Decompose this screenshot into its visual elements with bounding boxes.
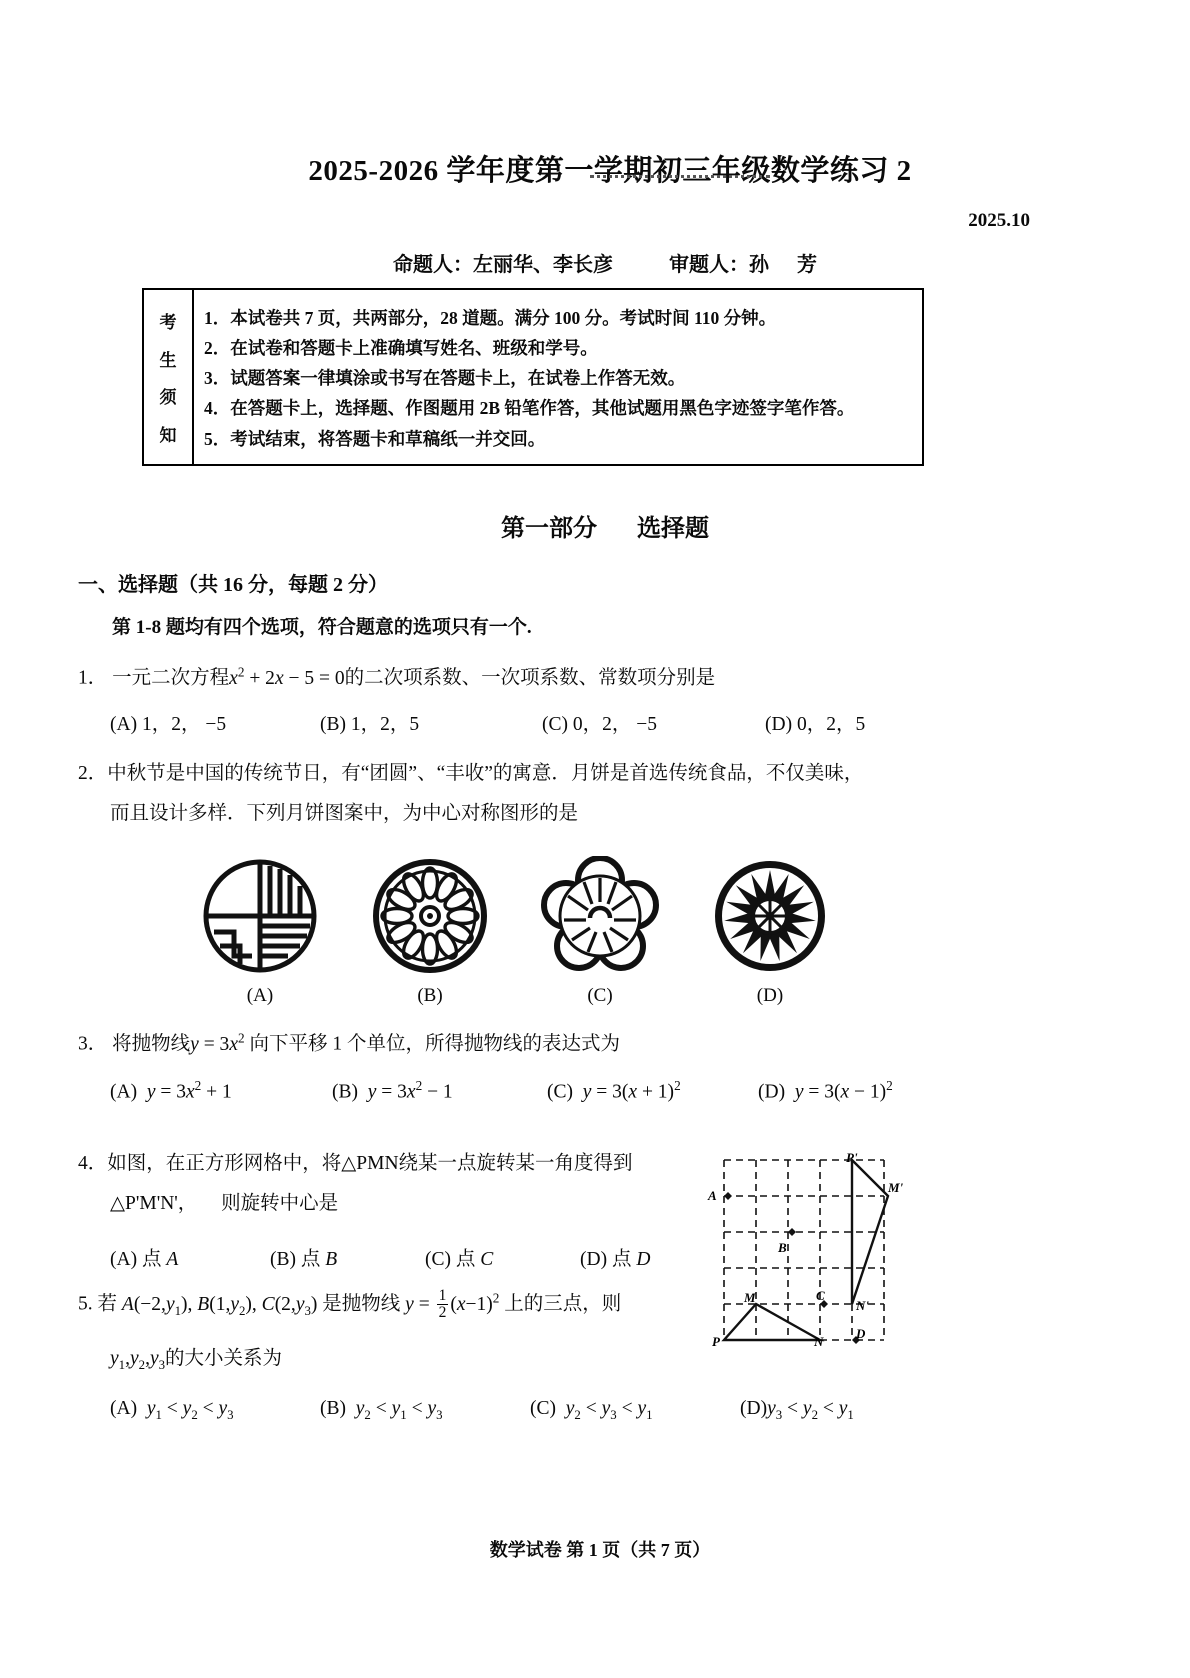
question-variables: $y_1,y_2,y_3$ (110, 1348, 166, 1372)
reviewer-label: 审题人：孙 (669, 254, 769, 276)
question-formula: $x^2 + 2x - 5 = 0$ (229, 664, 345, 689)
mooncake-option-d (710, 856, 830, 1007)
notice-item: 3．试题答案一律填涂或书写在答题卡上，在试卷上作答无效。 (204, 368, 686, 389)
question-text-mid: 是抛物线 (322, 1293, 401, 1315)
option-b[interactable]: (B) 点 B (270, 1249, 338, 1270)
label-M: M (744, 1290, 756, 1305)
question-text-line1: 如图，在正方形网格中，将△PMN绕某一点旋转某一角度得到 (107, 1153, 633, 1174)
section-subheading: 第 1-8 题均有四个选项，符合题意的选项只有一个. (112, 617, 532, 638)
option-b[interactable]: (B) $y_2 < y_1 < y_3$ (320, 1398, 443, 1422)
question-2-stem-line2 (110, 800, 578, 828)
mooncake-option-c (540, 856, 660, 1007)
part-heading (0, 508, 1190, 543)
question-4-stem (78, 1150, 698, 1178)
section-heading: 一、选择题（共 16 分，每题 2 分） (78, 574, 388, 596)
page-footer: 数学试卷 第 1 页（共 7 页） (489, 1540, 711, 1560)
label-P-prime: P' (846, 1152, 858, 1165)
notice-item: 1．本试卷共 7 页，共两部分，28 道题。满分 100 分。考试时间 110 分钟。 (204, 307, 777, 328)
option-d[interactable]: $(D)y_3 < y_2 < y_1$ (740, 1398, 854, 1422)
mooncake-option-b (370, 856, 490, 1007)
student-notice-box (142, 288, 924, 466)
lattice-points (724, 1192, 860, 1344)
notice-label-char: 须 (159, 388, 177, 408)
part-heading-right: 选择题 (637, 516, 709, 542)
question-points: $A(-2,y_1)$, $B(1,y_2)$, $C(2,y_3)$ (121, 1293, 318, 1318)
option-d[interactable]: (D) $y = 3(x - 1)^2$ (758, 1078, 893, 1103)
option-d[interactable]: (D) 点 D (580, 1249, 651, 1270)
notice-item: 4．在答题卡上，选择题、作图题用 2B 铅笔作答，其他试题用黑色字迹签字笔作答。 (204, 398, 855, 419)
option-c[interactable]: (C) $y = 3(x + 1)^2$ (547, 1078, 681, 1103)
notice-item: 2．在试卷和答题卡上准确填写姓名、班级和学号。 (204, 337, 598, 358)
question-text-line2: 而且设计多样．下列月饼图案中，为中心对称图形的是 (110, 803, 579, 824)
option-b[interactable]: (B) 1，2，5 (320, 714, 420, 735)
question-1-stem (78, 662, 715, 693)
rotation-grid-figure (706, 1152, 918, 1348)
part-heading-left: 第一部分 (501, 516, 597, 542)
mooncake-caption-d: (D) (756, 985, 784, 1006)
question-number: 2． (78, 763, 108, 784)
question-number: 3． (78, 1033, 108, 1055)
question-2-stem (78, 760, 863, 788)
question-number: 4． (78, 1153, 108, 1174)
question-text: 若 (97, 1293, 118, 1315)
option-c[interactable]: (C) 0，2， −5 (542, 714, 657, 735)
notice-label-char: 知 (159, 425, 177, 445)
exam-date: 2025.10 (968, 210, 1030, 231)
question-4-stem-line2 (110, 1190, 338, 1218)
question-text: 将抛物线 (112, 1033, 191, 1055)
rosette-mooncake-icon (370, 856, 490, 976)
question-text-line1: 中秋节是中国的传统节日，有“团圆”、“丰收”的寓意．月饼是首选传统食品，不仅美味， (107, 763, 864, 784)
label-D: D (856, 1326, 866, 1341)
mooncake-caption-c: (C) (587, 985, 613, 1006)
option-a[interactable]: (A) 1，2， −5 (110, 714, 227, 735)
question-text: 一元二次方程 (112, 667, 230, 689)
mooncake-caption-b: (B) (417, 985, 443, 1006)
question-formula: $y = 3x^2$ (190, 1030, 245, 1055)
label-M-prime: M' (888, 1180, 904, 1195)
question-number: 1． (78, 667, 108, 689)
plum-blossom-mooncake-icon (540, 856, 660, 976)
radial-wheel-mooncake-icon (710, 856, 830, 976)
mooncake-option-a (200, 856, 320, 1007)
label-N: N (814, 1334, 824, 1348)
option-a[interactable]: (A) $y = 3x^2 + 1$ (110, 1078, 232, 1103)
mooncake-caption-a: (A) (246, 985, 274, 1006)
question-text-tail: 的二次项系数、一次项系数、常数项分别是 (344, 667, 716, 689)
question-5-stem (78, 1288, 698, 1321)
byline (0, 248, 1190, 277)
question-text-line2: 的大小关系为 (165, 1348, 283, 1369)
page-title: 2025-2026 学年度第一学期初三年级数学练习 2 (308, 155, 912, 187)
scan-artifact-line (590, 175, 770, 178)
question-triangle-label: △P'M'N'， (110, 1193, 198, 1214)
notice-label-char: 生 (159, 350, 177, 370)
option-a[interactable]: (A) $y_1 < y_2 < y_3$ (110, 1398, 234, 1422)
square-grid-diagram (706, 1152, 918, 1348)
option-c[interactable]: (C) 点 C (425, 1249, 494, 1270)
question-formula: y = $\frac{1}{2}$ $(x-1)^2$ (405, 1286, 500, 1321)
question-text-line2: 则旋转中心是 (221, 1193, 339, 1214)
question-3-stem (78, 1028, 620, 1059)
option-c[interactable]: (C) $y_2 < y_3 < y_1$ (530, 1398, 653, 1422)
question-5-stem-line2 (110, 1345, 282, 1375)
mooncake-figure-group (190, 856, 870, 1036)
option-d[interactable]: (D) 0，2，5 (765, 714, 866, 735)
option-a[interactable]: (A) 点 A (110, 1249, 179, 1270)
pinwheel-mooncake-icon (200, 856, 320, 976)
triangle-pmn (724, 1304, 820, 1340)
notice-label-column (144, 290, 194, 464)
label-C: C (816, 1288, 825, 1303)
reviewer-name: 芳 (797, 254, 817, 276)
label-A: A (708, 1188, 717, 1203)
label-B: B (778, 1240, 787, 1255)
question-text-tail: 上的三点，则 (504, 1293, 622, 1315)
question-number: 5. (78, 1293, 93, 1315)
option-b[interactable]: (B) $y = 3x^2 - 1$ (332, 1078, 453, 1103)
notice-label-char: 考 (159, 313, 177, 333)
label-N-prime: N' (856, 1298, 869, 1313)
question-text-tail: 向下平移 1 个单位，所得抛物线的表达式为 (249, 1033, 620, 1055)
notice-items (194, 290, 922, 464)
notice-item: 5．考试结束，将答题卡和草稿纸一并交回。 (204, 428, 546, 449)
author-label: 命题人：左丽华、李长彦 (393, 254, 613, 276)
label-P: P (712, 1334, 720, 1348)
